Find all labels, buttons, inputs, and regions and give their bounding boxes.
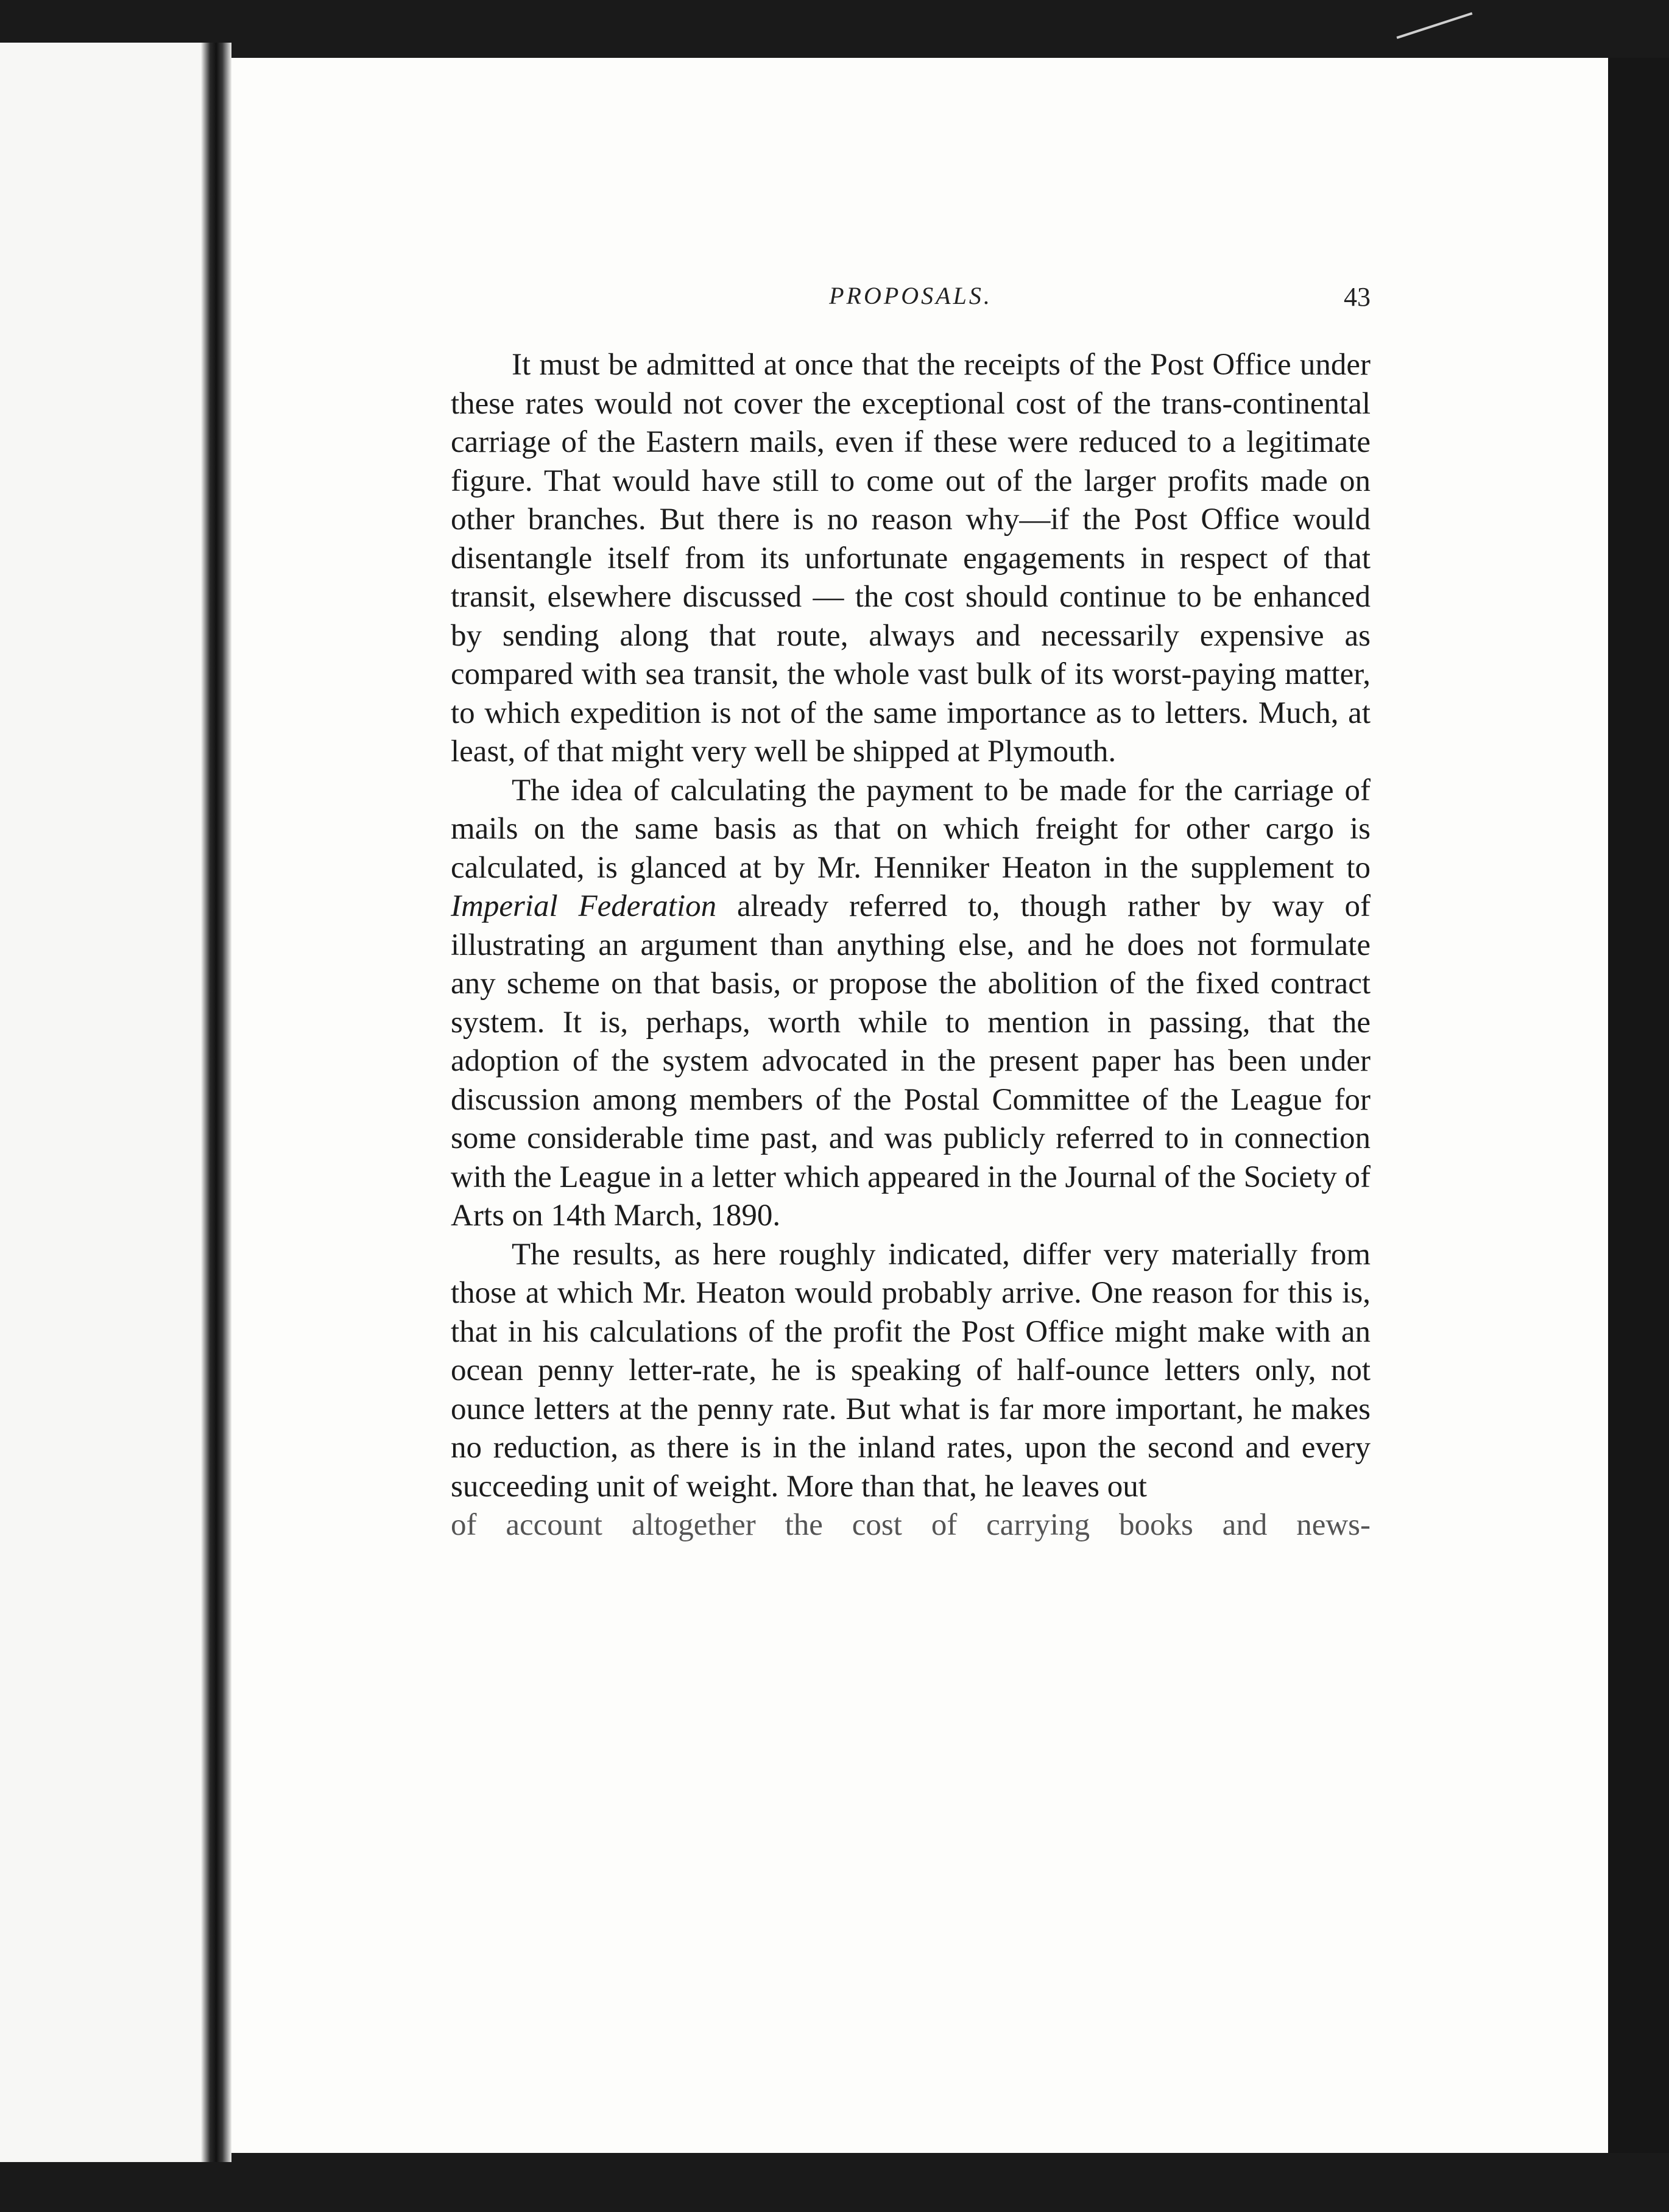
page-header xyxy=(451,281,1371,318)
page-number: 43 xyxy=(1344,282,1371,312)
paragraph-2-text-b: already referred to, though rather by way of illustrating an argument than anything else, and he does not formulate any scheme on that basis, or propose the abolition of the fixed contract system. It is, perhaps, worth while to mention in passing, that the adoption of the system advocated in the present paper has been under discussion among members of the Postal Committee of the League for some considerable time past, and was publicly referred to in connection with the League in a letter which appeared in the Journal of the Society of Arts on 14th March, 1890. xyxy=(451,889,1371,1233)
paragraph-3-continuation: of account altogether the cost of carrying books and news- xyxy=(451,1508,1371,1542)
facing-page-margin xyxy=(0,43,201,2162)
book-gutter xyxy=(201,43,231,2162)
publication-title: Imperial Federation xyxy=(451,889,717,923)
paragraph-1: It must be admitted at once that the receipts of the Post Office under these rates would not cover the exceptional cost of the trans-continental carriage of the Eastern mails, even if these were reduced to a legitimate figure. That would have still to come out of the larger profits made on other branches. But there is no reason why—if the Post Office would disentangle itself from its unfortunate engagements in respect of that transit, elsewhere discussed — the cost should continue to be enhanced by sending along that route, always and necessarily expensive as compared with sea transit, the whole vast bulk of its worst-paying matter, to which expedition is not of the same importance as to letters. Much, at least, of that might very well be shipped at Plymouth. xyxy=(451,348,1371,769)
body-text xyxy=(451,346,1371,1545)
paragraph-3: The results, as here roughly indicated, differ very materially from those at which Mr. Heaton would probably arrive. One reason for this is, that in his calculations of the profit the Post Office might make with an ocean penny letter-rate, he is speaking of half-ounce letters only, not ounce letters at the penny rate. But what is far more important, he makes no reduction, as there is in the inland rates, upon the second and every succeeding unit of weight. More than that, he leaves out xyxy=(451,1237,1371,1504)
running-head: PROPOSALS. xyxy=(829,282,992,309)
paragraph-2 xyxy=(451,772,1371,1236)
page-edge-shadow xyxy=(1608,58,1669,2153)
paragraph-2-text-a: The idea of calculating the payment to be made for the carriage of mails on the same basis as that on which freight for other cargo is calculated, is glanced at by Mr. Henniker Heaton in the supplement to xyxy=(451,773,1371,885)
